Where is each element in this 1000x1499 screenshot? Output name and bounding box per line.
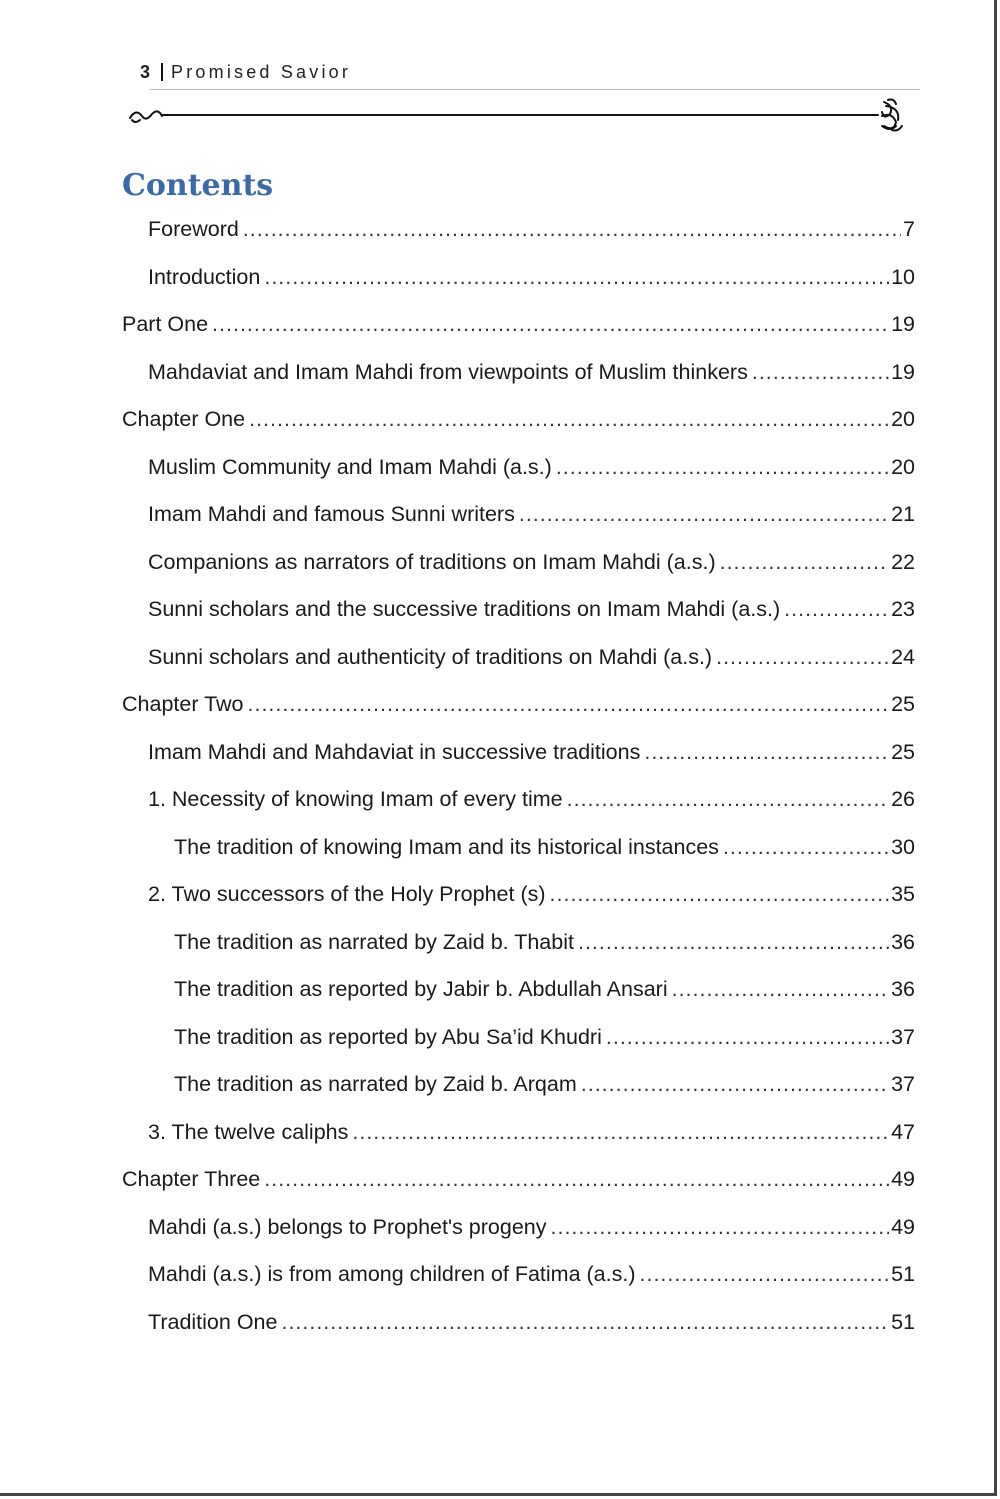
- toc-dot-leader: [723, 835, 889, 860]
- toc-entry-title: The tradition as narrated by Zaid b. Thabit: [174, 929, 574, 954]
- toc-entry-inner: [148, 1204, 915, 1252]
- toc-dot-leader: [784, 597, 889, 622]
- toc-entry[interactable]: [0, 919, 1000, 967]
- toc-dot-leader: [578, 930, 889, 955]
- toc-dot-leader: [550, 882, 890, 907]
- toc-entry-inner: [122, 681, 915, 729]
- toc-page-number: 25: [891, 739, 915, 764]
- toc-dot-leader: [640, 1262, 890, 1287]
- toc-dot-leader: [281, 1310, 889, 1335]
- toc-entry[interactable]: [0, 539, 1000, 587]
- toc-page-number: 37: [891, 1024, 915, 1049]
- toc-entry[interactable]: [0, 586, 1000, 634]
- toc-entry-inner: [148, 254, 915, 302]
- toc-dot-leader: [248, 692, 890, 717]
- toc-entry-title: Chapter Three: [122, 1167, 261, 1192]
- toc-entry-title: 2. Two successors of the Holy Prophet (s): [148, 882, 546, 907]
- header-page-number: 3: [140, 62, 152, 82]
- toc-entry-inner: [174, 966, 915, 1014]
- toc-entry[interactable]: [0, 634, 1000, 682]
- toc-page-number: 24: [891, 644, 915, 669]
- toc-entry-title: Mahdi (a.s.) belongs to Prophet's progeny: [148, 1214, 547, 1239]
- toc-entry[interactable]: [0, 1014, 1000, 1062]
- toc-entry-title: Imam Mahdi and Mahdaviat in successive traditions: [148, 739, 641, 764]
- running-header: [140, 62, 920, 83]
- toc-page-number: 35: [891, 882, 915, 907]
- toc-entry-inner: [148, 729, 915, 777]
- toc-dot-leader: [752, 360, 889, 385]
- toc-entry-inner: [122, 301, 915, 349]
- toc-entry-inner: [148, 634, 915, 682]
- toc-entry[interactable]: [0, 1251, 1000, 1299]
- toc-entry[interactable]: [0, 349, 1000, 397]
- toc-page-number: 19: [891, 359, 915, 384]
- toc-dot-leader: [264, 1167, 889, 1192]
- toc-entry-inner: [148, 871, 915, 919]
- toc-entry[interactable]: [0, 1156, 1000, 1204]
- toc-entry-inner: [148, 1109, 915, 1157]
- toc-entry-title: Chapter One: [122, 407, 246, 432]
- toc-dot-leader: [720, 550, 889, 575]
- toc-entry[interactable]: [0, 966, 1000, 1014]
- toc-page-number: 22: [891, 549, 915, 574]
- toc-page-number: 36: [891, 977, 915, 1002]
- toc-entry-title: The tradition as narrated by Zaid b. Arqam: [174, 1072, 577, 1097]
- toc-entry[interactable]: [0, 254, 1000, 302]
- toc-entry-title: The tradition as reported by Jabir b. Abdullah Ansari: [174, 977, 668, 1002]
- toc-entry-title: Mahdi (a.s.) is from among children of Fatima (a.s.): [148, 1262, 636, 1287]
- toc-page-number: 30: [891, 834, 915, 859]
- toc-entry-title: The tradition of knowing Imam and its historical instances: [174, 834, 719, 859]
- toc-entry-title: Muslim Community and Imam Mahdi (a.s.): [148, 454, 552, 479]
- toc-entry-title: Introduction: [148, 264, 261, 289]
- toc-dot-leader: [581, 1072, 889, 1097]
- toc-page-number: 49: [891, 1214, 915, 1239]
- toc-entry-inner: [174, 824, 915, 872]
- toc-entry-inner: [148, 1299, 915, 1347]
- toc-page-number: 19: [891, 312, 915, 337]
- toc-entry-inner: [174, 1014, 915, 1062]
- toc-entry[interactable]: [0, 824, 1000, 872]
- header-book-title: Promised Savior: [171, 62, 352, 82]
- toc-entry[interactable]: [0, 1109, 1000, 1157]
- toc-dot-leader: [644, 740, 889, 765]
- toc-entry[interactable]: [0, 1061, 1000, 1109]
- toc-dot-leader: [551, 1215, 890, 1240]
- toc-entry-inner: [148, 349, 915, 397]
- toc-page-number: 47: [891, 1119, 915, 1144]
- toc-entry-inner: [148, 776, 915, 824]
- toc-entry-inner: [148, 586, 915, 634]
- table-of-contents: [0, 206, 1000, 1346]
- toc-entry-title: Foreword: [148, 217, 239, 242]
- toc-page-number: 51: [891, 1262, 915, 1287]
- toc-dot-leader: [249, 407, 889, 432]
- toc-entry[interactable]: [0, 444, 1000, 492]
- toc-entry[interactable]: [0, 729, 1000, 777]
- toc-entry-inner: [148, 539, 915, 587]
- toc-entry[interactable]: [0, 1204, 1000, 1252]
- toc-entry-title: Imam Mahdi and famous Sunni writers: [148, 502, 515, 527]
- toc-entry-title: The tradition as reported by Abu Sa’id Khudri: [174, 1024, 602, 1049]
- toc-page-number: 23: [891, 597, 915, 622]
- toc-entry[interactable]: [0, 491, 1000, 539]
- toc-dot-leader: [556, 455, 889, 480]
- toc-page-number: 25: [891, 692, 915, 717]
- toc-entry-title: Sunni scholars and the successive traditions on Imam Mahdi (a.s.): [148, 597, 781, 622]
- toc-page-number: 36: [891, 929, 915, 954]
- toc-page-number: 49: [891, 1167, 915, 1192]
- toc-entry-title: Mahdaviat and Imam Mahdi from viewpoints of Muslim thinkers: [148, 359, 748, 384]
- toc-entry-inner: [122, 1156, 915, 1204]
- toc-dot-leader: [519, 502, 889, 527]
- toc-dot-leader: [352, 1120, 889, 1145]
- toc-entry-title: 1. Necessity of knowing Imam of every time: [148, 787, 563, 812]
- ornamental-divider: [126, 96, 916, 136]
- toc-entry-title: Sunni scholars and authenticity of traditions on Mahdi (a.s.): [148, 644, 713, 669]
- toc-dot-leader: [264, 265, 889, 290]
- header-rule: [150, 89, 920, 90]
- toc-entry[interactable]: [0, 301, 1000, 349]
- contents-heading: Contents: [122, 168, 274, 203]
- toc-page-number: 37: [891, 1072, 915, 1097]
- toc-entry-title: Tradition One: [148, 1309, 278, 1334]
- toc-dot-leader: [243, 217, 901, 242]
- toc-entry-inner: [174, 1061, 915, 1109]
- toc-entry-inner: [122, 396, 915, 444]
- toc-entry[interactable]: [0, 776, 1000, 824]
- toc-entry-inner: [148, 444, 915, 492]
- toc-entry[interactable]: [0, 681, 1000, 729]
- toc-entry[interactable]: [0, 1299, 1000, 1347]
- header-divider: [161, 63, 163, 81]
- toc-entry-title: Part One: [122, 312, 209, 337]
- toc-dot-leader: [672, 977, 889, 1002]
- toc-entry-inner: [148, 1251, 915, 1299]
- toc-page-number: 10: [891, 264, 915, 289]
- toc-entry[interactable]: [0, 396, 1000, 444]
- toc-dot-leader: [606, 1025, 889, 1050]
- toc-entry-inner: [174, 919, 915, 967]
- toc-entry-title: 3. The twelve caliphs: [148, 1119, 349, 1144]
- toc-page-number: 20: [891, 454, 915, 479]
- toc-entry-title: Companions as narrators of traditions on Imam Mahdi (a.s.): [148, 549, 716, 574]
- toc-dot-leader: [567, 787, 889, 812]
- toc-entry-title: Chapter Two: [122, 692, 244, 717]
- toc-entry[interactable]: [0, 206, 1000, 254]
- toc-entry-inner: [148, 206, 915, 254]
- toc-entry-inner: [148, 491, 915, 539]
- toc-page-number: 51: [891, 1309, 915, 1334]
- toc-page-number: 21: [891, 502, 915, 527]
- toc-entry[interactable]: [0, 871, 1000, 919]
- toc-page-number: 26: [891, 787, 915, 812]
- toc-page-number: 20: [891, 407, 915, 432]
- toc-page-number: 7: [903, 217, 915, 242]
- toc-dot-leader: [212, 312, 889, 337]
- toc-dot-leader: [716, 645, 889, 670]
